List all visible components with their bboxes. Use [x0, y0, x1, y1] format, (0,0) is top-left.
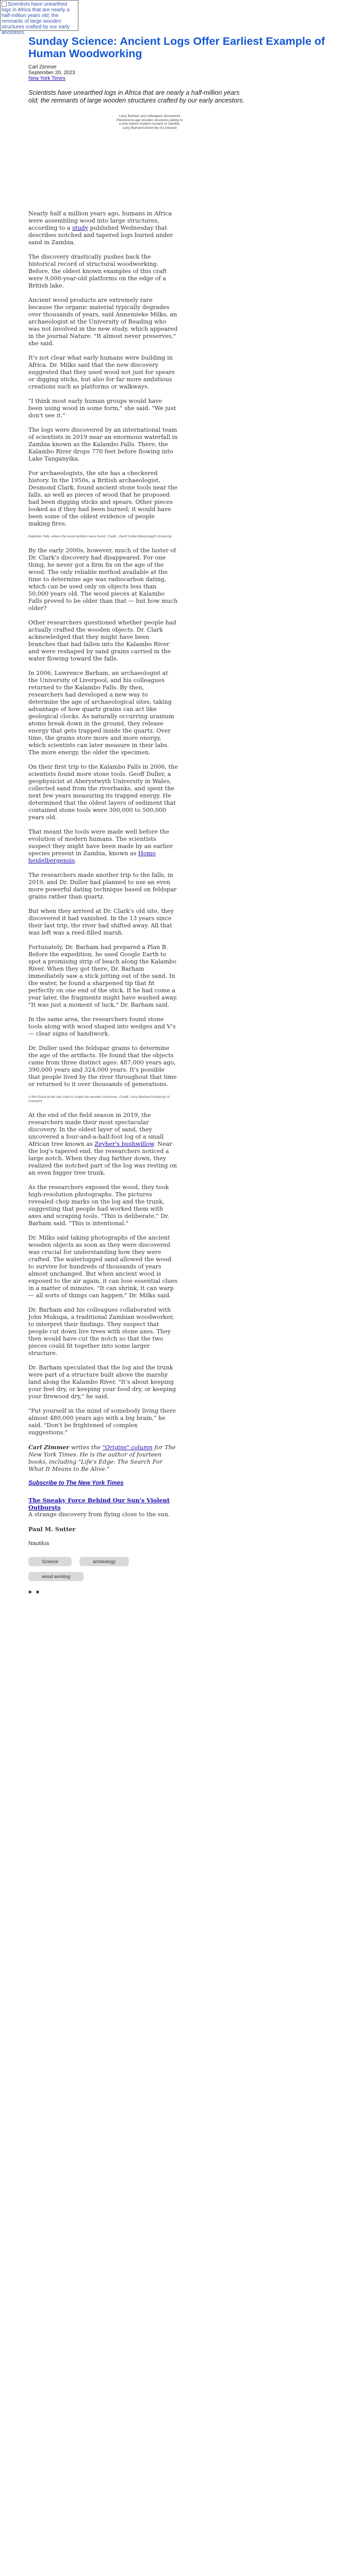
- article-title: Sunday Science: Ancient Logs Offer Earliest Example of Human Woodworking: [28, 35, 325, 60]
- paragraph: But when they arrived at Dr. Clark's old site, they discovered it had vanished. In the 13 years since their last trip, the river had shifted away. All that was left was a reed-filled marsh.: [28, 908, 174, 936]
- article-body: [28, 210, 178, 1595]
- tag-list: [28, 1555, 162, 1585]
- homo-heidelbergensis-link[interactable]: Homo heidelbergensis: [28, 850, 156, 864]
- paragraph: The discovery drastically pushes back the historical record of structural woodworking. Before, the oldest known examples of this craft were 9,000-year-old platforms on the edge of a British lake.: [28, 253, 167, 289]
- paragraph: As the researchers exposed the wood, they took high-resolution photographs. The pictures revealed chop marks on the log and the trunk, suggesting that people had worked them with axes and scraping tools. "This is deliberate," Dr. Barham said. "This is intentional.": [28, 1184, 169, 1227]
- paragraph: Dr. Milks said taking photographs of the ancient wooden objects as soon as they were discovered was crucial for understanding how they were crafted. The waterlogged sand allowed the wood to survive for hundreds of thousands of years almost unchanged. But when ancient wood is exposed to the air again, it can lose essential clues in a matter of minutes. "It can shrink, it can warp — all sorts of things can happen," Dr. Milks said.: [28, 1234, 177, 1299]
- paragraph: It's not clear what early humans were building in Africa. Dr. Milks said that the new discovery suggested that they used wood not just for spears or digging sticks, but also for far more ambitious creations such as platforms or walkways.: [28, 354, 175, 390]
- paragraph: The researchers made another trip to the falls, in 2019, and Dr. Duller had planned to use an even more powerful dating technique based on feldspar grains rather than quartz.: [28, 872, 177, 900]
- publish-date: September 20, 2023: [28, 70, 75, 76]
- facebook-icon[interactable]: ■: [36, 1589, 39, 1595]
- paragraph-text: . Near the log's tapered end, the researchers noticed a large notch. When they dug farther down, they realized the notched part of the log was resting on an even bigger tree trunk.: [28, 1141, 177, 1176]
- paragraph: [28, 1112, 178, 1177]
- paragraph: Other researchers questioned whether people had actually crafted the wooden objects. Dr. Clark acknowledged that they might have been branches that had fallen into the Kalambo River and were reshaped by sand grains carried in the water flowing toward the falls.: [28, 619, 176, 662]
- origins-column-link[interactable]: "Origins" column: [102, 1444, 153, 1451]
- paragraph: For archaeologists, the site has a checkered history. In the 1950s, a British archaeologist, Desmond Clark, found ancient stone tools near the falls, as well as pieces of wood that he proposed had been digging sticks and spears. Other pieces looked as if they had been burned; it would have been some of the oldest evidence of people making fires.: [28, 470, 178, 527]
- related-article-title[interactable]: The Sneaky Force Behind Our Sun's Violent Outbursts: [28, 1497, 170, 1511]
- share-icons: [28, 1589, 178, 1595]
- twitter-icon[interactable]: ■: [28, 1589, 32, 1595]
- article-summary: Scientists have unearthed logs in Africa that are nearly a half-million years old; the remnants of large wooden structures crafted by our early ancestors.: [28, 89, 244, 104]
- paragraph: In 2006, Lawrence Barham, an archaeologist at the University of Liverpool, and his colleagues returned to the Kalambo Falls. By then, researchers had developed a new way to determine the age of archaeological sites, taking advantage of how quartz grains can act like geological clocks. As naturally occurring uranium atoms break down in the ground, they release energy that gets trapped inside the quartz. Over time, the grains store more and more energy, which scientists can later measure in their labs. The more energy, the older the specimen.: [28, 670, 174, 756]
- paragraph: "Put yourself in the mind of somebody living there almost 480,000 years ago with a big brain," he said. "Don't be frightened of complex suggestions.": [28, 1408, 176, 1436]
- bio-text: writes the: [69, 1444, 103, 1451]
- paragraph: "I think most early human groups would have been using wood in some form," she said. "We just don't see it.": [28, 398, 176, 419]
- related-article-description: A strange discovery from flying close to the sun.: [28, 1511, 170, 1518]
- paragraph: By the early 2000s, however, much of the luster of Dr. Clark's discovery had disappeared. For one thing, he never got a firm fix on the age of the wood. The only reliable method available at the time to determine age was radiocarbon dating, which can be used only on objects less than 50,000 years old. The wood pieces at Kalambo Falls proved to be older than that — but how much older?: [28, 547, 178, 612]
- header-image-alt-text: Scientists have unearthed logs in Africa that are nearly a half-million years old; the remnants of large wooden structures crafted by our early ancestors.: [2, 2, 70, 36]
- paragraph: The logs were discovered by an international team of scientists in 2019 near an enormous waterfall in Zambia known as the Kalambo Falls. There, the Kalambo River drops 770 feet before flowing into Lake Tanganyika.: [28, 427, 178, 462]
- paragraph: In the same area, the researchers found stone tools along with wood shaped into wedges and V's — clear signs of handiwork.: [28, 1016, 176, 1037]
- paragraph-text: published Wednesday that describes notched and tapered logs buried under sand in Zambia.: [28, 225, 173, 246]
- paragraph: On their first trip to the Kalambo Falls in 2006, the scientists found more stone tools. Geoff Duller, a geophysicist at Aberystwyth University in Wales, collected sand from the riverbanks, and spent the next few years measuring its trapped energy. He determined that the oldest layers of sediment that contained stone tools were 300,000 to 500,000 years old.: [28, 764, 178, 821]
- paragraph: Fortunately, Dr. Barham had prepared a Plan B. Before the expedition, he used Google Earth to spot a promising strip of beach along the Kalambo River. When they got there, Dr. Barham immediately saw a stick jutting out of the sand. In the water, he found a sharpened tip that fit perfectly on one end of the stick. If he had come a year later, the fragments might have washed away. "It was just a moment of luck," Dr. Barham said.: [28, 944, 178, 1008]
- image-caption: A flint found at the site used to shape the wooden structures. Credit: Larry Barham/University of Liverpool: [28, 1095, 170, 1103]
- paragraph-text: .: [74, 857, 77, 864]
- broken-image-icon: [2, 2, 7, 7]
- study-link[interactable]: study: [72, 225, 88, 231]
- paragraph-text: At the end of the field season in 2019, the researchers made their most spectacular discovery. In the oldest layer of sand, they uncovered a four-and-a-half-foot log of a small African tree known as: [28, 1112, 164, 1147]
- paragraph: [28, 828, 178, 865]
- paragraph: Ancient wood products are extremely rare because the organic material typically degrades over thousands of years, said Annemieke Milks, an archaeologist at the University of Reading who was not involved in the new study, which appeared in the journal Nature. "It almost never preserves," she said.: [28, 297, 178, 347]
- subscribe-link[interactable]: Subscribe to The New York Times: [28, 1480, 124, 1486]
- tag-science[interactable]: Science: [28, 1557, 72, 1566]
- author-bio: [28, 1444, 178, 1473]
- paragraph: [28, 210, 178, 246]
- bio-text: for The New York Times. He is the author of fourteen books, including "Life's Edge: The Search For What It Means to Be Alive.": [28, 1444, 176, 1472]
- image-caption: Kalambo Falls, where the wood artifacts were found. Credit...Geoff Duller/Aberystwyth University: [28, 535, 172, 538]
- lead-image-caption: Larry Barham and colleagues discovered Pleistocene-age wooden structures dating to a time before modern humans in Zambia. Larry Barham/University of Liverpool: [116, 114, 183, 130]
- bio-author-name: Carl Zimmer: [28, 1444, 70, 1451]
- tag-wood-working[interactable]: wood working: [28, 1572, 84, 1581]
- paragraph-text: Nearly half a million years ago, humans in Africa were assembling wood into large structures, according to a: [28, 210, 172, 231]
- paragraph: Dr. Barham speculated that the log and the trunk were part of a structure built above the marshy land along the Kalambo River. "It's about keeping your feet dry, or keeping your food dry, or keeping your firewood dry," he said.: [28, 1364, 176, 1400]
- lead-figure: [49, 114, 307, 130]
- tag-archeology[interactable]: archeology: [79, 1557, 129, 1566]
- zeyhers-bushwillow-link[interactable]: Zeyher's bushwillow: [94, 1141, 154, 1147]
- paragraph: Dr. Barham and his colleagues collaborated with John Mukupa, a traditional Zambian woodworker, to interpret their findings. They suspect that people cut down live trees with stone axes. They then would have cut the notch so that the two pieces could fit together into some larger structure.: [28, 1307, 174, 1357]
- related-article-author: Paul M. Sutter: [28, 1526, 76, 1533]
- header-image: [0, 0, 78, 36]
- related-article-publication: Nautilus: [28, 1540, 50, 1547]
- author-name: Carl Zimmer: [28, 64, 57, 70]
- paragraph: Dr. Duller used the feldspar grains to determine the age of the artifacts. He found that the objects came from three distinct ages: 487,000 years ago, 390,000 years and 324,000 years. It's possible that people lived by the river throughout that time or returned to it over thousands of generations.: [28, 1045, 177, 1088]
- publication-link[interactable]: New York Times: [28, 76, 65, 81]
- article-meta: [28, 64, 75, 81]
- paragraph-text: That meant the tools were made well before the evolution of modern humans. The scientists suspect they might have been made by an earlier species present in Zambia, known as: [28, 828, 173, 857]
